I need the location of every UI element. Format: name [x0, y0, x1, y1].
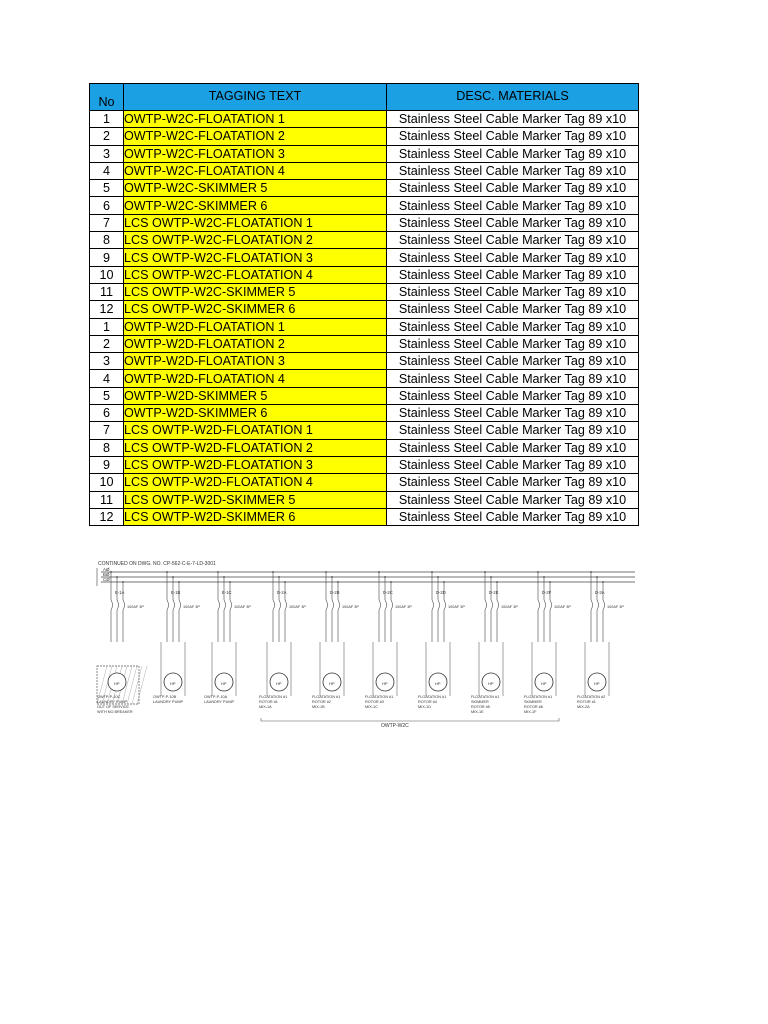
tap-dot: [437, 576, 439, 578]
feeder-label: E-1B: [171, 590, 181, 595]
cell-no: 4: [90, 370, 124, 387]
equipment-label: OWTP-P-10A: [204, 695, 228, 699]
motor-hp-label: HP: [221, 681, 227, 686]
cell-tagging-text: OWTP-W2D-FLOATATION 4: [124, 370, 387, 387]
breaker-arc: [385, 600, 387, 610]
motor-hp-label: HP: [329, 681, 335, 686]
diagram-branch: [153, 571, 200, 704]
cell-tagging-text: LCS OWTP-W2C-FLOATATION 2: [124, 232, 387, 249]
hatch-line: [137, 666, 147, 704]
equipment-label: FLOATATION #1: [365, 695, 394, 699]
bus-label: AØ: [103, 567, 110, 572]
tap-dot: [325, 571, 327, 573]
breaker-arc: [230, 600, 232, 610]
equipment-label: SKIMMER: [471, 700, 489, 704]
cell-desc-materials: Stainless Steel Cable Marker Tag 89 x10: [387, 335, 639, 352]
breaker-rating: 100AF 3P: [554, 605, 571, 609]
motor-hp-label: HP: [541, 681, 547, 686]
table-header-row: [90, 84, 639, 111]
cell-no: 6: [90, 197, 124, 214]
tap-dot: [278, 576, 280, 578]
table-row: [90, 283, 639, 300]
cell-no: 2: [90, 335, 124, 352]
cell-no: 12: [90, 508, 124, 525]
feeder-label: D-2E: [489, 590, 499, 595]
tap-dot: [431, 571, 433, 573]
equipment-label: ROTOR #6: [524, 705, 543, 709]
cell-desc-materials: Stainless Steel Cable Marker Tag 89 x10: [387, 508, 639, 525]
cell-tagging-text: OWTP-W2C-SKIMMER 6: [124, 197, 387, 214]
table-row: [90, 405, 639, 422]
cell-tagging-text: LCS OWTP-W2C-SKIMMER 5: [124, 283, 387, 300]
breaker-arc: [591, 600, 593, 610]
cell-desc-materials: Stainless Steel Cable Marker Tag 89 x10: [387, 128, 639, 145]
breaker-arc: [538, 600, 540, 610]
cell-desc-materials: Stainless Steel Cable Marker Tag 89 x10: [387, 197, 639, 214]
motor-hp-label: HP: [488, 681, 494, 686]
feeder-label: E-1A: [115, 590, 125, 595]
diagram-branch: [418, 571, 465, 709]
cell-no: 8: [90, 439, 124, 456]
cell-no: 3: [90, 353, 124, 370]
breaker-arc: [273, 600, 275, 610]
tap-dot: [549, 581, 551, 583]
cell-tagging-text: OWTP-W2D-SKIMMER 5: [124, 387, 387, 404]
table-row: [90, 318, 639, 335]
equipment-label: ROTOR #1: [259, 700, 278, 704]
tap-dot: [217, 571, 219, 573]
tap-dot: [172, 576, 174, 578]
tap-dot: [122, 581, 124, 583]
header-no: No: [90, 84, 124, 111]
equipment-label: MIX-1D: [418, 705, 431, 709]
tap-dot: [110, 571, 112, 573]
feeder-label: D-2B: [330, 590, 340, 595]
cell-tagging-text: OWTP-W2D-FLOATATION 3: [124, 353, 387, 370]
tap-dot: [337, 581, 339, 583]
continued-note: CONTINUED ON DWG. NO. CP-562-C-E-7-LD-3001: [98, 561, 216, 567]
tap-dot: [178, 581, 180, 583]
tap-dot: [384, 576, 386, 578]
diagram-branch: [524, 571, 571, 714]
equipment-label: MIX-1F: [524, 710, 537, 714]
breaker-rating: 100AF 3P: [342, 605, 359, 609]
breaker-arc: [444, 600, 446, 610]
equipment-label: ROTOR #5: [471, 705, 490, 709]
tap-dot: [443, 581, 445, 583]
feeder-label: D-3A: [595, 590, 605, 595]
cell-desc-materials: Stainless Steel Cable Marker Tag 89 x10: [387, 439, 639, 456]
table-row: [90, 128, 639, 145]
breaker-arc: [438, 600, 440, 610]
cell-tagging-text: LCS OWTP-W2D-FLOATATION 4: [124, 474, 387, 491]
breaker-rating: 100AF 3P: [448, 605, 465, 609]
cell-desc-materials: Stainless Steel Cable Marker Tag 89 x10: [387, 422, 639, 439]
breaker-arc: [218, 600, 220, 610]
group-bracket: [261, 718, 559, 728]
table-row: [90, 180, 639, 197]
cell-no: 6: [90, 405, 124, 422]
cell-tagging-text: LCS OWTP-W2C-SKIMMER 6: [124, 301, 387, 318]
table-row: [90, 335, 639, 352]
equipment-label: LAUNDRY PUMP: [97, 700, 128, 704]
equipment-label: ROTOR #3: [365, 700, 384, 704]
cell-desc-materials: Stainless Steel Cable Marker Tag 89 x10: [387, 111, 639, 128]
breaker-rating: 100AF 3P: [127, 605, 144, 609]
breaker-rating: 100AF 3P: [607, 605, 624, 609]
breaker-arc: [167, 600, 169, 610]
cell-desc-materials: Stainless Steel Cable Marker Tag 89 x10: [387, 162, 639, 179]
motor-hp-label: HP: [594, 681, 600, 686]
table-row: [90, 145, 639, 162]
table-body: [90, 111, 639, 526]
cell-desc-materials: Stainless Steel Cable Marker Tag 89 x10: [387, 370, 639, 387]
cell-no: 7: [90, 214, 124, 231]
breaker-arc: [117, 600, 119, 610]
table-row: [90, 162, 639, 179]
cell-no: 5: [90, 387, 124, 404]
feeder-label: E-1C: [222, 590, 232, 595]
cell-no: 2: [90, 128, 124, 145]
breaker-arc: [285, 600, 287, 610]
tap-dot: [166, 571, 168, 573]
motor-hp-label: HP: [276, 681, 282, 686]
cell-no: 11: [90, 283, 124, 300]
cell-tagging-text: OWTP-W2C-FLOATATION 1: [124, 111, 387, 128]
equipment-label: FLOATATION #1: [418, 695, 447, 699]
tap-dot: [596, 576, 598, 578]
table-row: [90, 370, 639, 387]
breaker-arc: [326, 600, 328, 610]
equipment-label: SKIMMER: [524, 700, 542, 704]
cell-tagging-text: LCS OWTP-W2D-SKIMMER 5: [124, 491, 387, 508]
equipment-label: FLOATATION #2: [577, 695, 606, 699]
table-row: [90, 197, 639, 214]
cell-tagging-text: LCS OWTP-W2D-FLOATATION 2: [124, 439, 387, 456]
diagram-branches: [97, 571, 624, 714]
bus-label: CØ: [103, 577, 110, 582]
breaker-arc: [111, 600, 113, 610]
cell-no: 4: [90, 162, 124, 179]
breaker-rating: 100AF 3P: [501, 605, 518, 609]
cell-tagging-text: LCS OWTP-W2C-FLOATATION 1: [124, 214, 387, 231]
cell-no: 1: [90, 111, 124, 128]
cell-no: 5: [90, 180, 124, 197]
equipment-label: FLOATATION #1: [312, 695, 341, 699]
breaker-arc: [432, 600, 434, 610]
cell-tagging-text: LCS OWTP-W2D-FLOATATION 1: [124, 422, 387, 439]
table-row: [90, 232, 639, 249]
table-row: [90, 508, 639, 525]
cell-tagging-text: LCS OWTP-W2C-FLOATATION 4: [124, 266, 387, 283]
cell-no: 7: [90, 422, 124, 439]
breaker-rating: 100AF 3P: [289, 605, 306, 609]
motor-hp-label: HP: [382, 681, 388, 686]
table-row: [90, 111, 639, 128]
table-row: [90, 214, 639, 231]
table-row: [90, 353, 639, 370]
tap-dot: [331, 576, 333, 578]
equipment-label: MIX-2A: [577, 705, 590, 709]
cell-no: 9: [90, 249, 124, 266]
feeder-label: D-2D: [436, 590, 446, 595]
breaker-arc: [497, 600, 499, 610]
breaker-rating: 100AF 3P: [234, 605, 251, 609]
tag-table: [89, 83, 639, 526]
hatch-line: [132, 666, 142, 704]
breaker-arc: [550, 600, 552, 610]
breaker-rating: 100AF 3P: [183, 605, 200, 609]
equipment-label: MIX-1E: [471, 710, 484, 714]
table-row: [90, 456, 639, 473]
table-row: [90, 491, 639, 508]
breaker-rating: 100AF 3P: [395, 605, 412, 609]
equipment-label: ROTOR #1: [577, 700, 596, 704]
diagram-branch: [365, 571, 412, 709]
equipment-label: OWTP-P-10B: [153, 695, 177, 699]
breaker-arc: [279, 600, 281, 610]
tap-dot: [602, 581, 604, 583]
cell-no: 9: [90, 456, 124, 473]
cell-tagging-text: OWTP-W2C-SKIMMER 5: [124, 180, 387, 197]
cell-desc-materials: Stainless Steel Cable Marker Tag 89 x10: [387, 145, 639, 162]
table-row: [90, 266, 639, 283]
breaker-arc: [179, 600, 181, 610]
equipment-label: MIX-1B: [312, 705, 325, 709]
tap-dot: [378, 571, 380, 573]
diagram-branch: [577, 571, 624, 709]
breaker-arc: [379, 600, 381, 610]
breaker-arc: [603, 600, 605, 610]
tap-dot: [229, 581, 231, 583]
equipment-label: FLOATATION #1: [471, 695, 500, 699]
equipment-label: ROTOR #2: [312, 700, 331, 704]
equipment-label: LAUNDRY PUMP: [204, 700, 235, 704]
cell-desc-materials: Stainless Steel Cable Marker Tag 89 x10: [387, 474, 639, 491]
tap-dot: [223, 576, 225, 578]
diagram-branch: [259, 571, 306, 709]
tap-dot: [543, 576, 545, 578]
cell-tagging-text: OWTP-W2C-FLOATATION 4: [124, 162, 387, 179]
motor-hp-label: HP: [435, 681, 441, 686]
equipment-label: OWTP-P-10C: [97, 695, 121, 699]
cell-no: 12: [90, 301, 124, 318]
breaker-arc: [338, 600, 340, 610]
equipment-label: FLOATATION #1: [524, 695, 553, 699]
equipment-label: ROTOR #4: [418, 700, 437, 704]
breaker-arc: [173, 600, 175, 610]
cell-tagging-text: OWTP-W2C-FLOATATION 2: [124, 128, 387, 145]
diagram-branch: [97, 571, 147, 714]
tap-dot: [284, 581, 286, 583]
motor-hp-label: HP: [114, 681, 120, 686]
cell-desc-materials: Stainless Steel Cable Marker Tag 89 x10: [387, 387, 639, 404]
feeder-label: D-2C: [383, 590, 393, 595]
feeder-label: D-2A: [277, 590, 287, 595]
cell-desc-materials: Stainless Steel Cable Marker Tag 89 x10: [387, 456, 639, 473]
cell-tagging-text: OWTP-W2C-FLOATATION 3: [124, 145, 387, 162]
cell-tagging-text: LCS OWTP-W2D-FLOATATION 3: [124, 456, 387, 473]
motor-hp-label: HP: [170, 681, 176, 686]
equipment-label: MIX-1A: [259, 705, 272, 709]
table-row: [90, 301, 639, 318]
cell-tagging-text: LCS OWTP-W2C-FLOATATION 3: [124, 249, 387, 266]
cell-tagging-text: OWTP-W2D-SKIMMER 6: [124, 405, 387, 422]
cell-desc-materials: Stainless Steel Cable Marker Tag 89 x10: [387, 318, 639, 335]
tap-dot: [537, 571, 539, 573]
cell-desc-materials: Stainless Steel Cable Marker Tag 89 x10: [387, 180, 639, 197]
cell-no: 1: [90, 318, 124, 335]
table-row: [90, 249, 639, 266]
tap-dot: [272, 571, 274, 573]
diagram-branch: [204, 571, 251, 704]
tap-dot: [490, 576, 492, 578]
equipment-label: MIX-1C: [365, 705, 378, 709]
cell-tagging-text: OWTP-W2D-FLOATATION 1: [124, 318, 387, 335]
breaker-arc: [123, 600, 125, 610]
header-tagging-text: TAGGING TEXT: [124, 84, 387, 111]
breaker-arc: [224, 600, 226, 610]
cell-desc-materials: Stainless Steel Cable Marker Tag 89 x10: [387, 405, 639, 422]
breaker-arc: [391, 600, 393, 610]
breaker-arc: [485, 600, 487, 610]
tap-dot: [484, 571, 486, 573]
table-row: [90, 474, 639, 491]
table-row: [90, 387, 639, 404]
cell-tagging-text: OWTP-W2D-FLOATATION 2: [124, 335, 387, 352]
header-desc-materials: DESC. MATERIALS: [387, 84, 639, 111]
breaker-arc: [544, 600, 546, 610]
feeder-label: D-2F: [542, 590, 552, 595]
cell-desc-materials: Stainless Steel Cable Marker Tag 89 x10: [387, 266, 639, 283]
cell-no: 3: [90, 145, 124, 162]
cell-no: 10: [90, 474, 124, 491]
cell-tagging-text: LCS OWTP-W2D-SKIMMER 6: [124, 508, 387, 525]
bus-label: BØ: [103, 572, 110, 577]
cell-no: 11: [90, 491, 124, 508]
tap-dot: [496, 581, 498, 583]
cell-desc-materials: Stainless Steel Cable Marker Tag 89 x10: [387, 214, 639, 231]
cell-desc-materials: Stainless Steel Cable Marker Tag 89 x10: [387, 232, 639, 249]
equipment-label: LAUNDRY PUMP: [153, 700, 184, 704]
table-row: [90, 422, 639, 439]
diagram-branch: [471, 571, 518, 714]
table-row: [90, 439, 639, 456]
hatch-line: [127, 666, 137, 704]
equipment-label: FLOATATION #1: [259, 695, 288, 699]
cell-desc-materials: Stainless Steel Cable Marker Tag 89 x10: [387, 283, 639, 300]
single-line-diagram: [89, 556, 641, 728]
group-label: OWTP-W2C: [381, 723, 409, 728]
breaker-arc: [332, 600, 334, 610]
tap-dot: [590, 571, 592, 573]
bus-bars: [97, 567, 635, 586]
breaker-arc: [597, 600, 599, 610]
cell-desc-materials: Stainless Steel Cable Marker Tag 89 x10: [387, 353, 639, 370]
cell-no: 10: [90, 266, 124, 283]
cell-desc-materials: Stainless Steel Cable Marker Tag 89 x10: [387, 301, 639, 318]
breaker-arc: [491, 600, 493, 610]
cell-desc-materials: Stainless Steel Cable Marker Tag 89 x10: [387, 249, 639, 266]
cell-no: 8: [90, 232, 124, 249]
diagram-branch: [312, 571, 359, 709]
cell-desc-materials: Stainless Steel Cable Marker Tag 89 x10: [387, 491, 639, 508]
equipment-label: OUT OF SERVICE: [97, 705, 129, 709]
tap-dot: [116, 576, 118, 578]
equipment-label: WITH NO BREAKER: [97, 710, 133, 714]
tap-dot: [390, 581, 392, 583]
